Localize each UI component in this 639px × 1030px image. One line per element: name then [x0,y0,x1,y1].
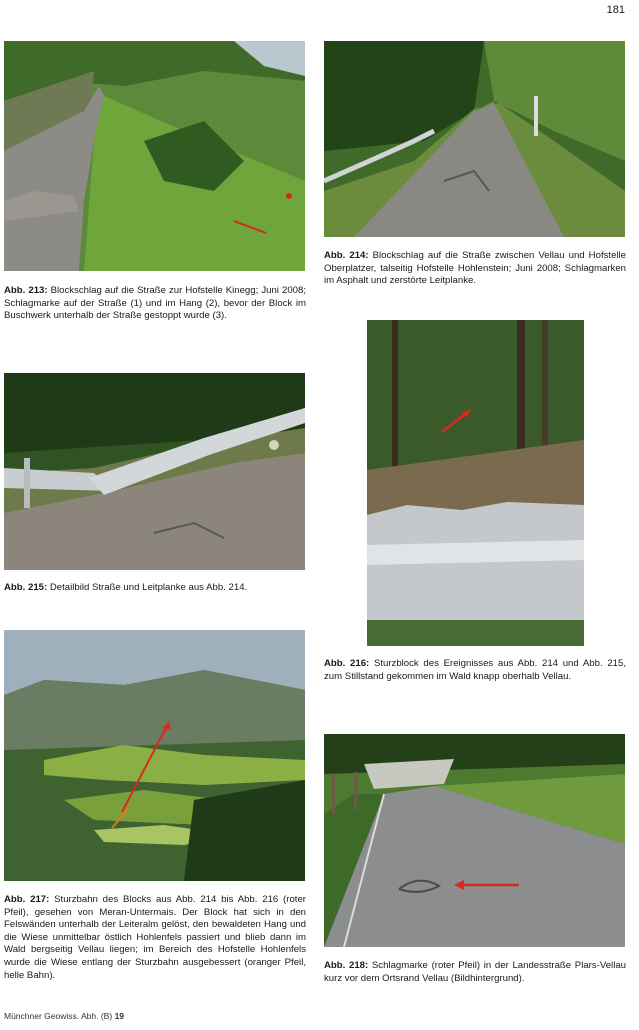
photo-abb-215 [4,373,305,570]
caption-label: Abb. 216: [324,658,370,669]
caption-abb-216 [324,658,626,683]
footer-volume: 19 [114,1011,125,1021]
caption-text: Sturzblock des Ereignisses aus Abb. 214 und Abb. 215, zum Stillstand gekommen im Wald knapp oberhalb Vellau. [324,658,627,682]
photo-abb-213 [4,41,305,271]
caption-text: Sturzbahn des Blocks aus Abb. 214 bis Abb. 216 (roter Pfeil), gesehen von Meran-Untermais. Der Block hat sich in den Felswänden unterhalb der Leiteralm gelöst, den bewaldeten Hang und die Wiese unmittelbar östlich Hohlenfels passiert und blieb dann im Wald bergseitig Vellau liegen; im Bereich des Hofstelle Hohlenfels wurde die Wiese entlang der Sturzbahn ausgebessert (oranger Pfeil, helle Bahn). [4,894,306,981]
photo-abb-214 [324,41,625,237]
caption-text: Blockschlag auf die Straße zur Hofstelle Kinegg; Juni 2008; Schlagmarke auf der Straße (1) und im Hang (2), bevor der Block im Buschwerk unterhalb der Straße gestoppt wurde (3). [4,285,306,322]
caption-text: Detailbild Straße und Leitplanke aus Abb. 214. [47,582,248,593]
caption-abb-214 [324,250,626,288]
photo-abb-217 [4,630,305,881]
caption-abb-218 [324,960,626,985]
caption-label: Abb. 217: [4,894,50,905]
page-footer [4,1011,124,1021]
caption-abb-213 [4,285,306,323]
caption-label: Abb. 213: [4,285,48,296]
page-number: 181 [606,4,625,16]
caption-label: Abb. 218: [324,960,369,971]
caption-text: Schlagmarke (roter Pfeil) in der Landesstraße Plars-Vellau kurz vor dem Ortsrand Vellau (Bildhintergrund). [324,960,626,984]
caption-abb-215 [4,582,306,595]
photo-abb-216 [367,320,584,646]
photo-abb-218 [324,734,625,947]
caption-label: Abb. 215: [4,582,48,593]
caption-text: Blockschlag auf die Straße zwischen Vellau und Hofstelle Oberplatzer, talseitig Hofstelle Hohlenstein; Juni 2008; Schlagmarken im Asphalt und zerstörte Leitplanke. [324,250,627,287]
caption-label: Abb. 214: [324,250,369,261]
footer-series: Münchner Geowiss. Abh. (B) [4,1011,113,1021]
caption-abb-217 [4,894,306,982]
